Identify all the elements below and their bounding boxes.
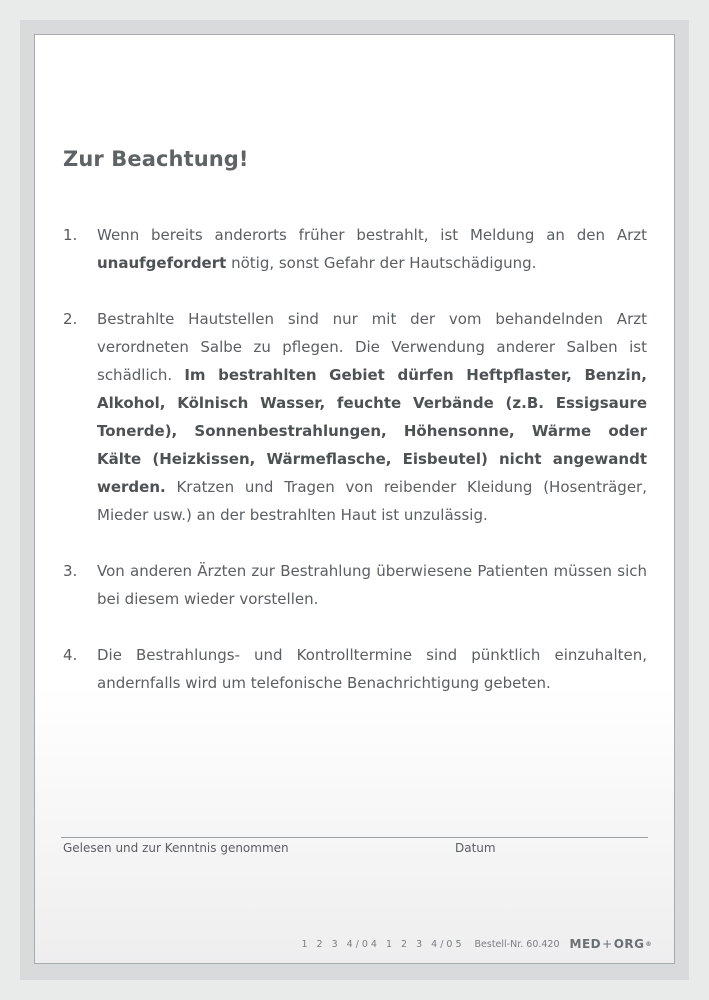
item-text	[97, 641, 647, 697]
item-text	[97, 557, 647, 613]
item-text	[97, 305, 647, 529]
order-number: Bestell-Nr. 60.420	[474, 938, 560, 950]
body-text: Von anderen Ärzten zur Bestrahlung überwiesene Patienten müssen sich bei diesem wieder vorstellen.	[97, 562, 647, 608]
signature-line	[61, 837, 648, 838]
instruction-list	[63, 221, 647, 725]
registered-mark: ®	[645, 940, 652, 948]
emphasis-text: unaufgefordert	[97, 254, 227, 272]
body-text: Wenn bereits anderorts früher bestrahlt, ist Meldung an den Arzt	[97, 226, 647, 244]
list-item	[63, 221, 647, 277]
document-card	[34, 34, 675, 964]
body-text: Kratzen und Tragen von reibender Kleidung (Hosenträger, Mieder usw.) an der bestrahlten Haut ist unzulässig.	[97, 478, 647, 524]
logo-text-med: MED	[569, 937, 602, 951]
item-number: 2.	[63, 310, 78, 328]
item-number: 4.	[63, 646, 78, 664]
item-number: 1.	[63, 226, 78, 244]
document-title: Zur Beachtung!	[63, 147, 249, 171]
read-acknowledgement-label: Gelesen und zur Kenntnis genommen	[63, 841, 289, 855]
body-text: Die Bestrahlungs- und Kontrolltermine sind pünktlich einzuhalten, andernfalls wird um telefonische Benachrichtigung gebeten.	[97, 646, 647, 692]
logo-plus: +	[602, 937, 613, 951]
list-item	[63, 305, 647, 529]
emphasis-text: Im bestrahlten Gebiet dürfen Heftpflaster, Benzin, Alkohol, Kölnisch Wasser, feuchte Verbände (z.B. Essigsaure Tonerde), Sonnenbestrahlungen, Höhensonne, Wärme oder Kälte (Heizkissen, Wärmeflasche, Eisbeutel) nicht angewandt werden.	[97, 366, 647, 496]
body-text: nötig, sonst Gefahr der Hautschädigung.	[226, 254, 537, 272]
medorg-logo	[570, 937, 652, 951]
page-background	[20, 20, 689, 980]
list-item	[63, 557, 647, 613]
logo-text-org: ORG	[613, 937, 645, 951]
item-text	[97, 221, 647, 277]
date-label: Datum	[455, 841, 496, 855]
footer	[301, 937, 652, 951]
list-item	[63, 641, 647, 697]
item-number: 3.	[63, 562, 78, 580]
body-text: Bestrahlte Hautstellen sind nur mit der vom behandelnden Arzt verordneten Salbe zu pflegen. Die Verwendung anderer Salben ist schädlich.	[97, 310, 647, 384]
print-codes: 1 2 3 4/04 1 2 3 4/05	[301, 938, 465, 950]
